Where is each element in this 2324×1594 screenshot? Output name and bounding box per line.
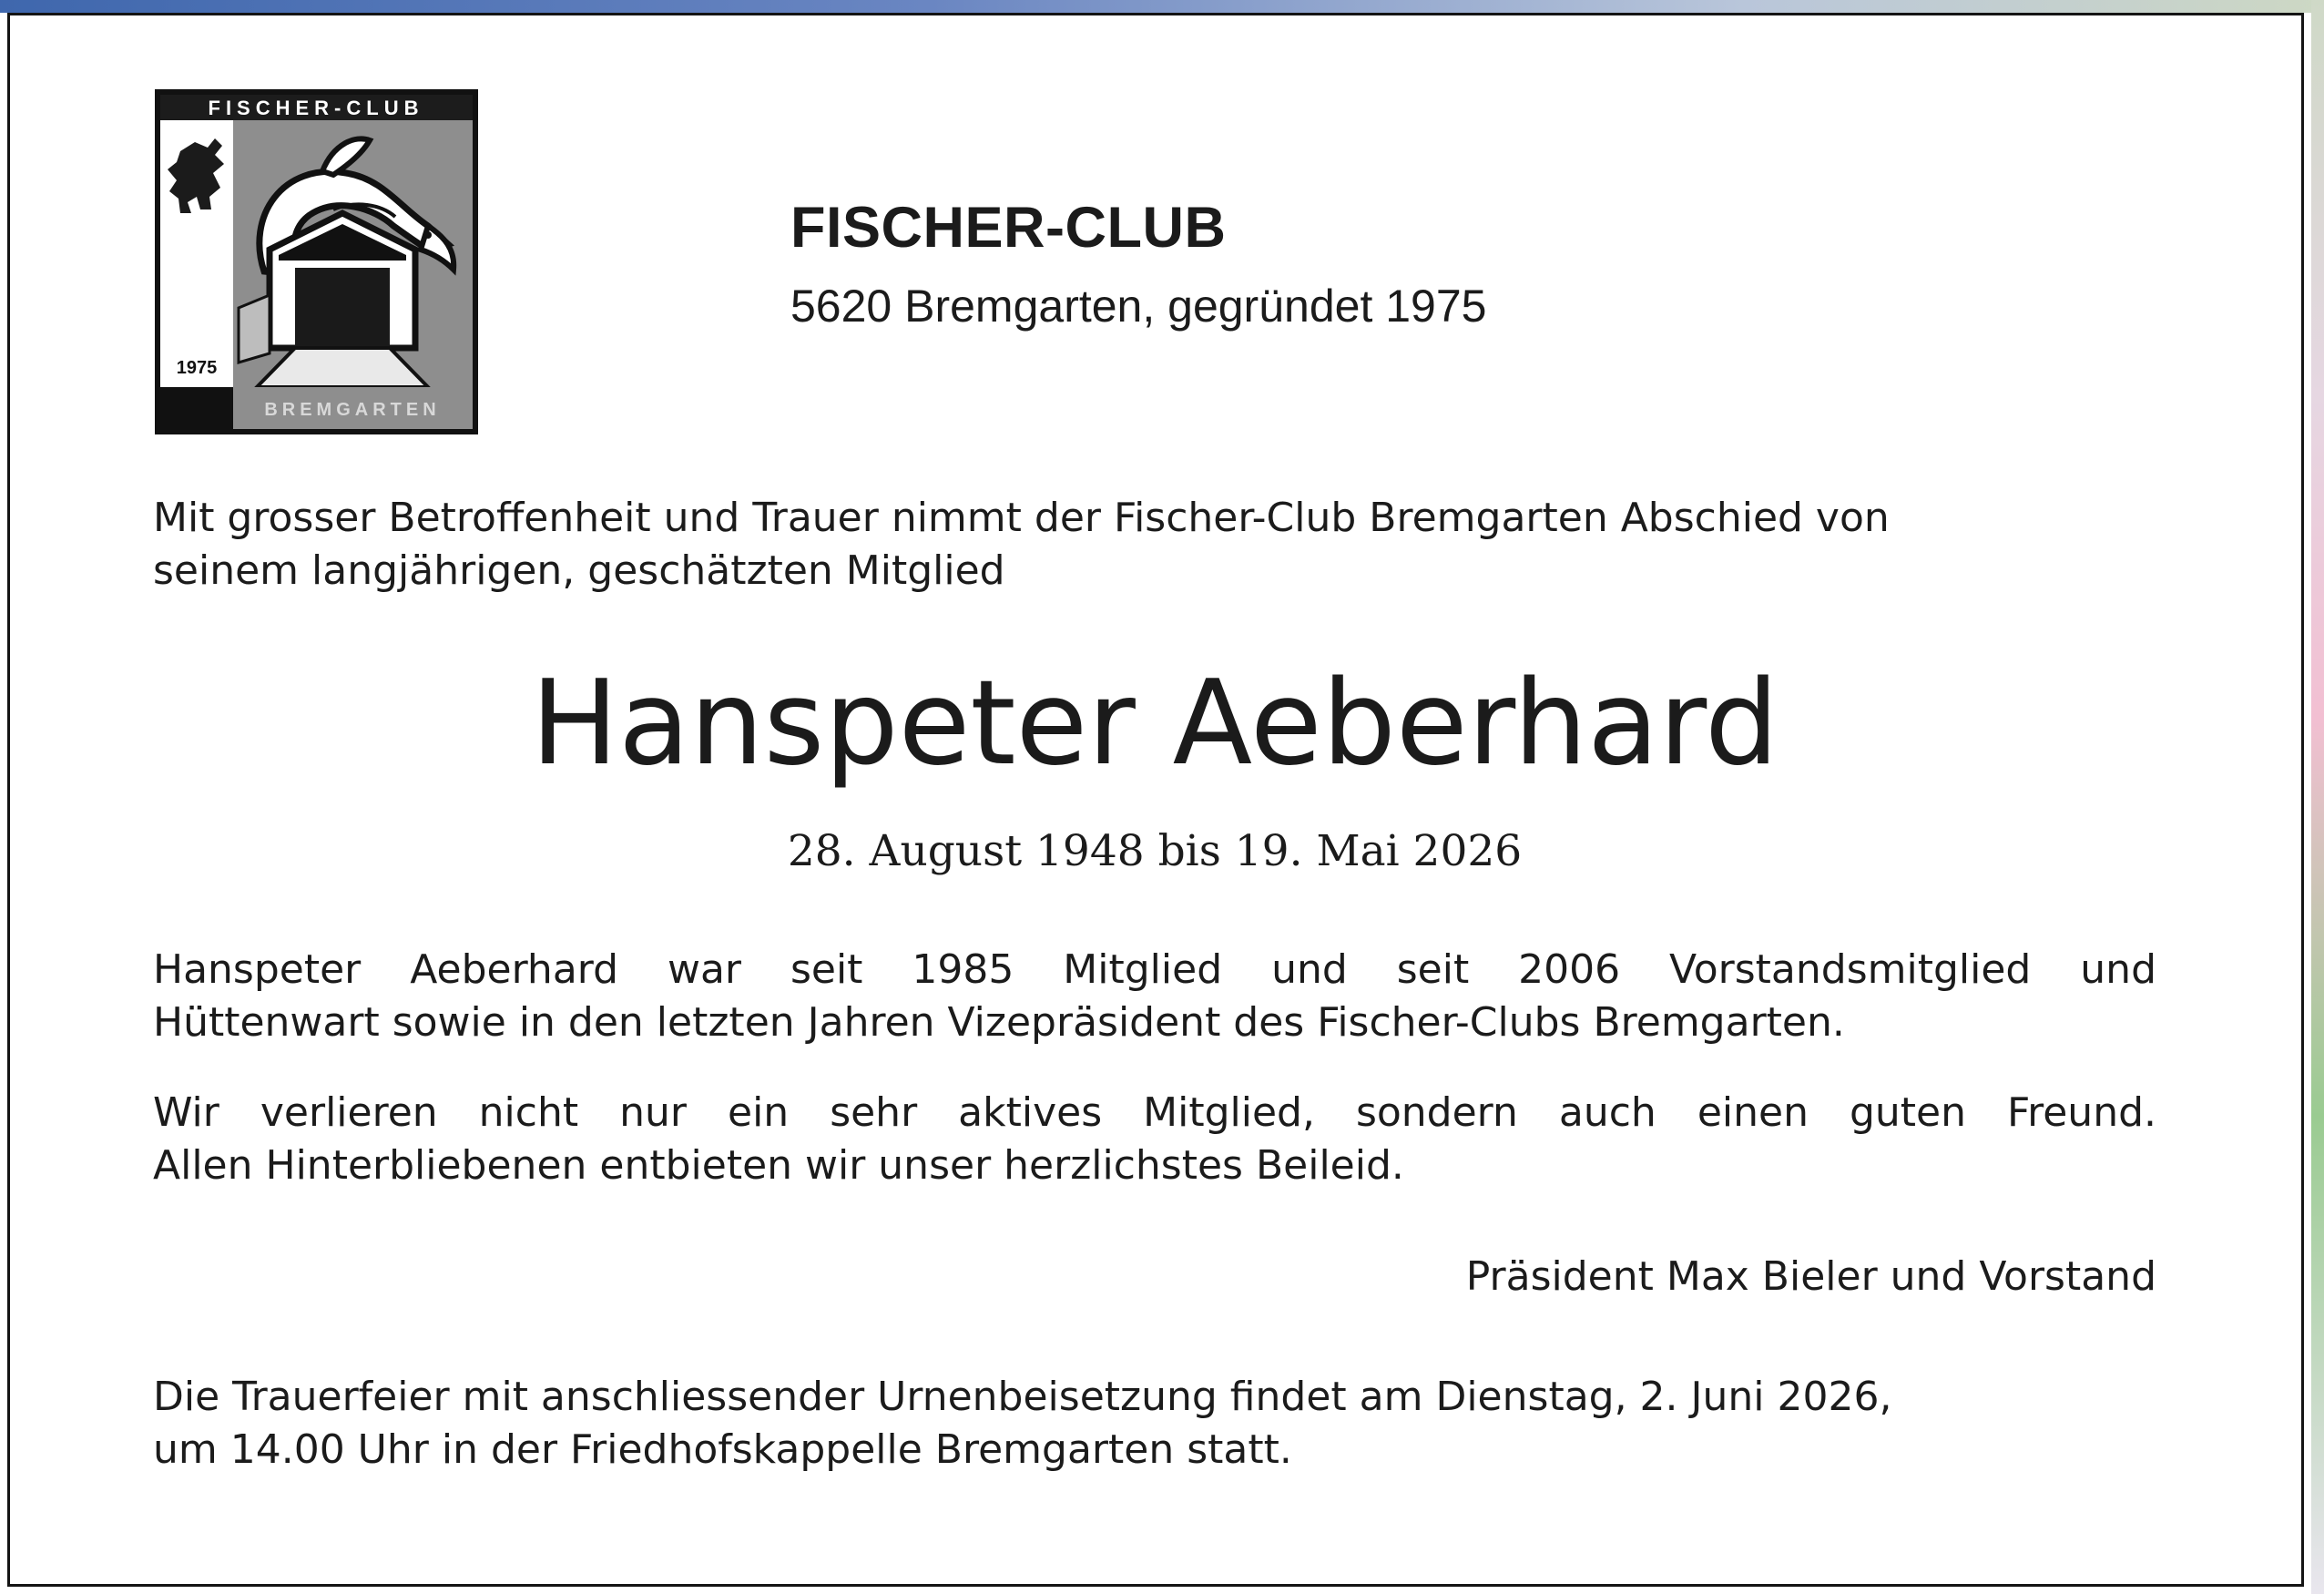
funeral-info: [153, 1371, 1891, 1476]
condolence-paragraph: [153, 1087, 2156, 1192]
membership-paragraph: [153, 944, 2156, 1049]
life-dates: 28. August 1948 bis 19. Mai 2026: [787, 826, 1523, 876]
intro-line: seinem langjährigen, geschätzten Mitglied: [153, 547, 1005, 594]
background-strip-top: [0, 0, 2324, 13]
intro-text: [153, 492, 1890, 598]
paragraph-line: Allen Hinterbliebenen entbieten wir unser herzlichstes Beileid.: [153, 1142, 1404, 1189]
fischer-club-logo: [155, 89, 478, 434]
deceased-name: Hanspeter Aeberhard: [530, 656, 1779, 792]
paragraph-line: Hanspeter Aeberhard war seit 1985 Mitglied und seit 2006 Vorstandsmitglied und: [153, 946, 2156, 993]
signature: Präsident Max Bieler und Vorstand: [1465, 1253, 2156, 1300]
club-name: FISCHER-CLUB: [790, 196, 1227, 260]
paragraph-line: Die Trauerfeier mit anschliessender Urnenbeisetzung findet am Dienstag, 2. Juni 2026,: [153, 1374, 1892, 1420]
logo-top-text: FISCHER-CLUB: [208, 97, 424, 119]
paragraph-line: um 14.00 Uhr in der Friedhofskappelle Bremgarten statt.: [153, 1426, 1292, 1473]
paragraph-line: Wir verlieren nicht nur ein sehr aktives Mitglied, sondern auch einen guten Freund.: [153, 1089, 2156, 1136]
logo-year-text: 1975: [176, 358, 218, 378]
club-subtitle: 5620 Bremgarten, gegründet 1975: [790, 281, 1487, 332]
paragraph-line: Hüttenwart sowie in den letzten Jahren Vizepräsident des Fischer-Clubs Bremgarten.: [153, 999, 1845, 1046]
intro-line: Mit grosser Betroffenheit und Trauer nimmt der Fischer-Club Bremgarten Abschied von: [153, 495, 1890, 541]
logo-bottom-text: BREMGARTEN: [264, 400, 441, 420]
background-strip-right: [2311, 0, 2324, 1594]
